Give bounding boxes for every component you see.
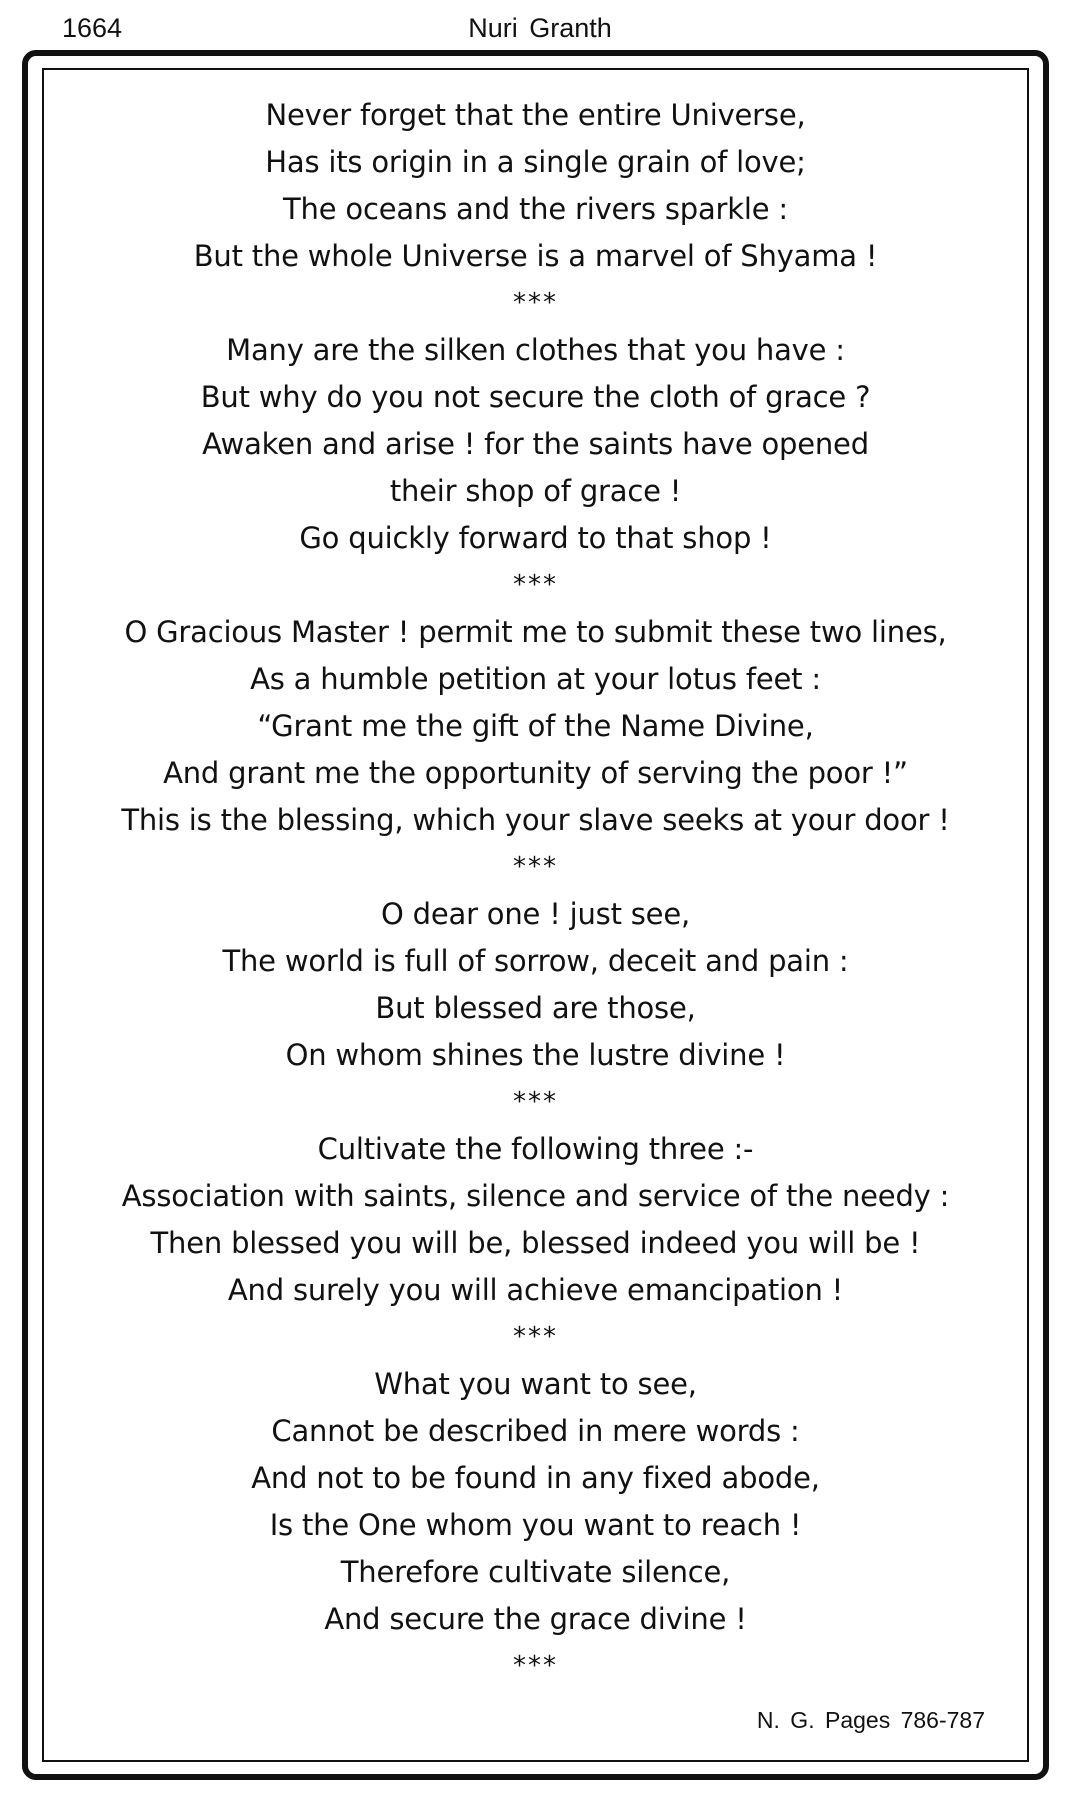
inner-frame <box>42 68 1029 1762</box>
stanza-separator: *** <box>513 1322 558 1352</box>
page-header <box>0 8 1080 48</box>
poem-line: Never forget that the entire Universe, <box>265 98 806 132</box>
poem-line: Has its origin in a single grain of love; <box>265 145 806 179</box>
stanza <box>44 327 1027 609</box>
poem-line: But why do you not secure the cloth of grace ? <box>200 380 871 414</box>
stanza-separator: *** <box>513 288 558 318</box>
stanza <box>44 92 1027 327</box>
poem-line: Go quickly forward to that shop ! <box>299 521 772 555</box>
poem-line: On whom shines the lustre divine ! <box>285 1038 786 1072</box>
poem-line: Therefore cultivate silence, <box>340 1555 731 1589</box>
poem-line: And surely you will achieve emancipation ! <box>227 1273 844 1307</box>
stanza-separator: *** <box>513 1651 558 1681</box>
poem-line: And secure the grace divine ! <box>324 1602 747 1636</box>
poem-line: The world is full of sorrow, deceit and pain : <box>222 944 849 978</box>
running-title: Nuri Granth <box>468 13 612 43</box>
page-reference: N. G. Pages 786-787 <box>756 1707 985 1733</box>
poem-line: “Grant me the gift of the Name Divine, <box>257 709 814 743</box>
poem-line: But blessed are those, <box>375 991 696 1025</box>
poem-line: But the whole Universe is a marvel of Shyama ! <box>193 239 878 273</box>
stanza <box>44 1126 1027 1361</box>
stanza <box>44 1361 1027 1690</box>
poem-line: Many are the silken clothes that you have : <box>226 333 845 367</box>
poem-line: Cultivate the following three :- <box>317 1132 754 1166</box>
poem-line: Is the One whom you want to reach ! <box>269 1508 802 1542</box>
page-number: 1664 <box>62 13 123 43</box>
stanza-separator: *** <box>513 1087 558 1117</box>
poem-line: This is the blessing, which your slave seeks at your door ! <box>121 803 950 837</box>
poem-line: The oceans and the rivers sparkle : <box>283 192 788 226</box>
poem-line: Awaken and arise ! for the saints have opened <box>202 427 869 461</box>
poem-line: O Gracious Master ! permit me to submit these two lines, <box>124 615 947 649</box>
stanza <box>44 891 1027 1126</box>
stanza-separator: *** <box>513 852 558 882</box>
poem-line: Association with saints, silence and service of the needy : <box>121 1179 950 1213</box>
poem-line: their shop of grace ! <box>389 474 682 508</box>
poem-line: Cannot be described in mere words : <box>271 1414 800 1448</box>
poem-line: O dear one ! just see, <box>381 897 690 931</box>
poem-line: And not to be found in any fixed abode, <box>251 1461 820 1495</box>
poem-line: What you want to see, <box>374 1367 697 1401</box>
stanza-separator: *** <box>513 570 558 600</box>
poem-line: And grant me the opportunity of serving the poor !” <box>163 756 908 790</box>
poem <box>44 92 1027 1690</box>
stanza <box>44 609 1027 891</box>
poem-line: Then blessed you will be, blessed indeed you will be ! <box>150 1226 921 1260</box>
poem-line: As a humble petition at your lotus feet : <box>250 662 821 696</box>
outer-frame <box>22 50 1049 1780</box>
